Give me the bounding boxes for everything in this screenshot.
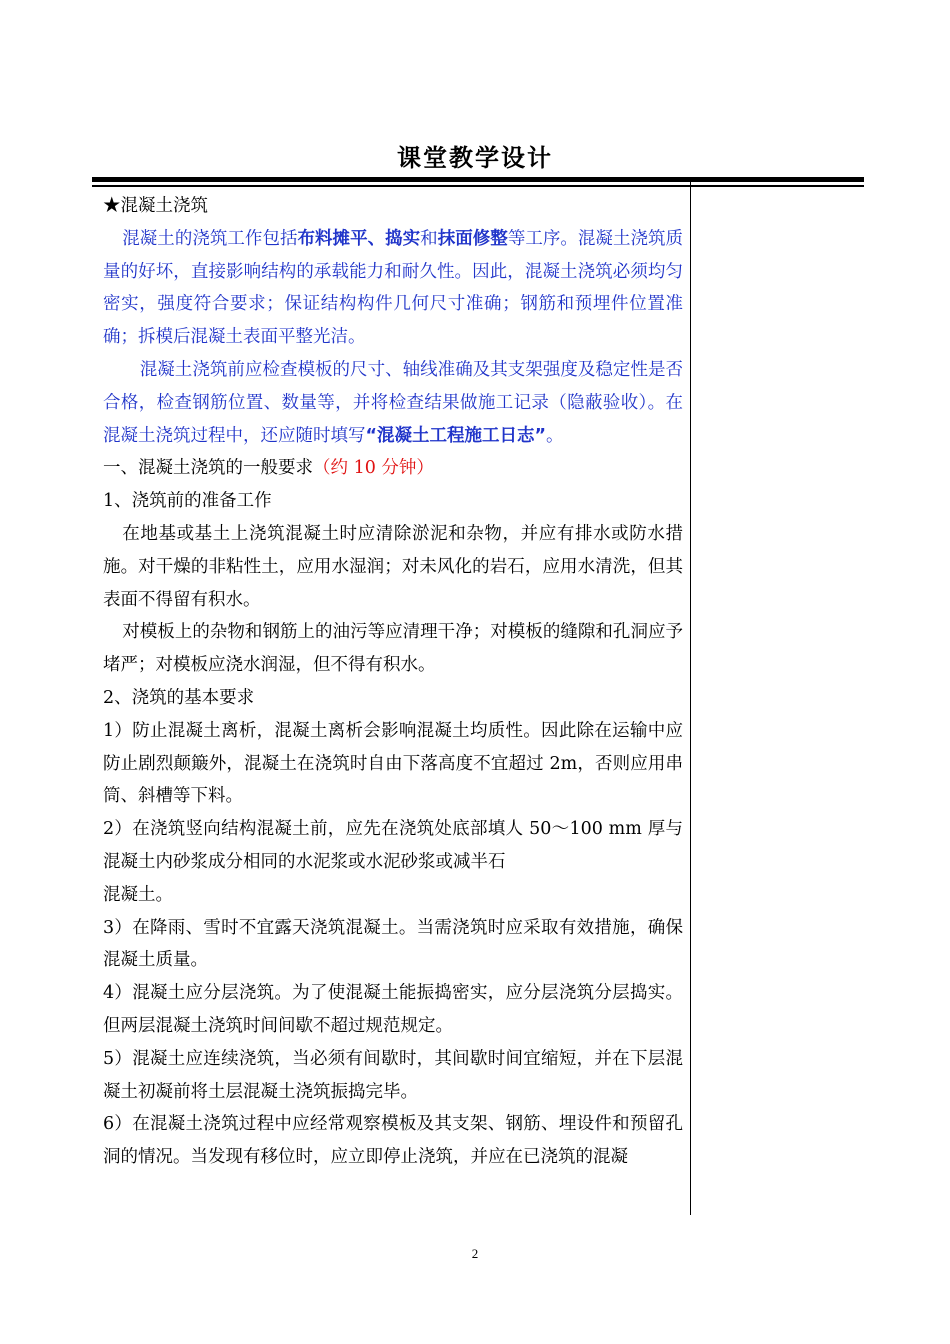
lesson-content: [103, 190, 683, 1174]
list-item: 混凝土。: [103, 884, 173, 905]
page-title: 课堂教学设计: [397, 144, 553, 172]
list-item: 5）混凝土应连续浇筑，当必须有间歇时，其间歇时间宜缩短，并在下层混凝土初凝前将土层混凝土浇筑振捣完毕。: [103, 1048, 683, 1102]
intro-text: 。: [546, 425, 564, 446]
body-paragraph: 对模板上的杂物和钢筋上的油污等应清理干净；对模板的缝隙和孔洞应予堵严；对模板应浇水润湿，但不得有积水。: [103, 622, 683, 676]
intro-paragraph-1: [103, 223, 683, 354]
header-rule-thick: [92, 177, 864, 182]
intro-text: 和: [420, 228, 438, 249]
table-column-divider: [690, 177, 691, 1215]
key-term-2: 抹面修整: [437, 228, 508, 249]
list-item: 1）防止混凝土离析，混凝土离析会影响混凝土均质性。因此除在运输中应防止剧烈颠簸外，混凝土在浇筑时自由下落高度不宜超过 2m，否则应用串筒、斜槽等下料。: [103, 720, 683, 807]
subheading-1: 1、浇筑前的准备工作: [103, 491, 272, 512]
part1-heading-text: 一、混凝土浇筑的一般要求: [103, 458, 313, 479]
subheading-2: 2、浇筑的基本要求: [103, 687, 255, 708]
list-item: 3）在降雨、雪时不宜露天浇筑混凝土。当需浇筑时应采取有效措施，确保混凝土质量。: [103, 917, 683, 971]
list-item: 2）在浇筑竖向结构混凝土前，应先在浇筑处底部填人 50～100 mm 厚与混凝土内砂浆成分相同的水泥浆或水泥砂浆或减半石: [103, 819, 683, 872]
intro-text: 混凝土浇筑前应检查模板的尺寸、轴线准确及其支架强度及稳定性是否合格，检查钢筋位置、数量等，并将检查结果做施工记录（隐蔽验收）。在混凝土浇筑过程中，还应随时填写: [103, 359, 683, 446]
intro-text: 等工序。混凝土浇筑质量的好坏，直接影响结构的承载能力和耐久性。因此，混凝土浇筑必须均匀密实，强度符合要求；保证结构构件几何尺寸准确；钢筋和预埋件位置准确；拆模后混凝土表面平整光洁。: [103, 228, 684, 348]
list-item: 4）混凝土应分层浇筑。为了使混凝土能振捣密实，应分层浇筑分层捣实。但两层混凝土浇筑时间间歇不超过规范规定。: [103, 983, 683, 1036]
section-heading: ★混凝土浇筑: [103, 196, 208, 216]
key-term-1: 布料摊平、捣实: [297, 228, 421, 249]
body-paragraph: 在地基或基土上浇筑混凝土时应清除淤泥和杂物，并应有排水或防水措施。对干燥的非粘性土，应用水湿润；对未风化的岩石，应用水清洗，但其表面不得留有积水。: [103, 523, 683, 610]
part1-heading: [103, 452, 683, 485]
intro-paragraph-2: [103, 354, 683, 452]
header-rule-thin: [92, 185, 864, 187]
duration-note: （约 10 分钟）: [313, 458, 434, 479]
list-item: 6）在混凝土浇筑过程中应经常观察模板及其支架、钢筋、埋设件和预留孔洞的情况。当发现有移位时，应立即停止浇筑，并应在已浇筑的混凝: [103, 1114, 683, 1168]
intro-text: 混凝土的浇筑工作包括: [122, 228, 298, 249]
key-term-3: “混凝土工程施工日志”: [365, 425, 547, 446]
page-number: 2: [471, 1246, 479, 1261]
